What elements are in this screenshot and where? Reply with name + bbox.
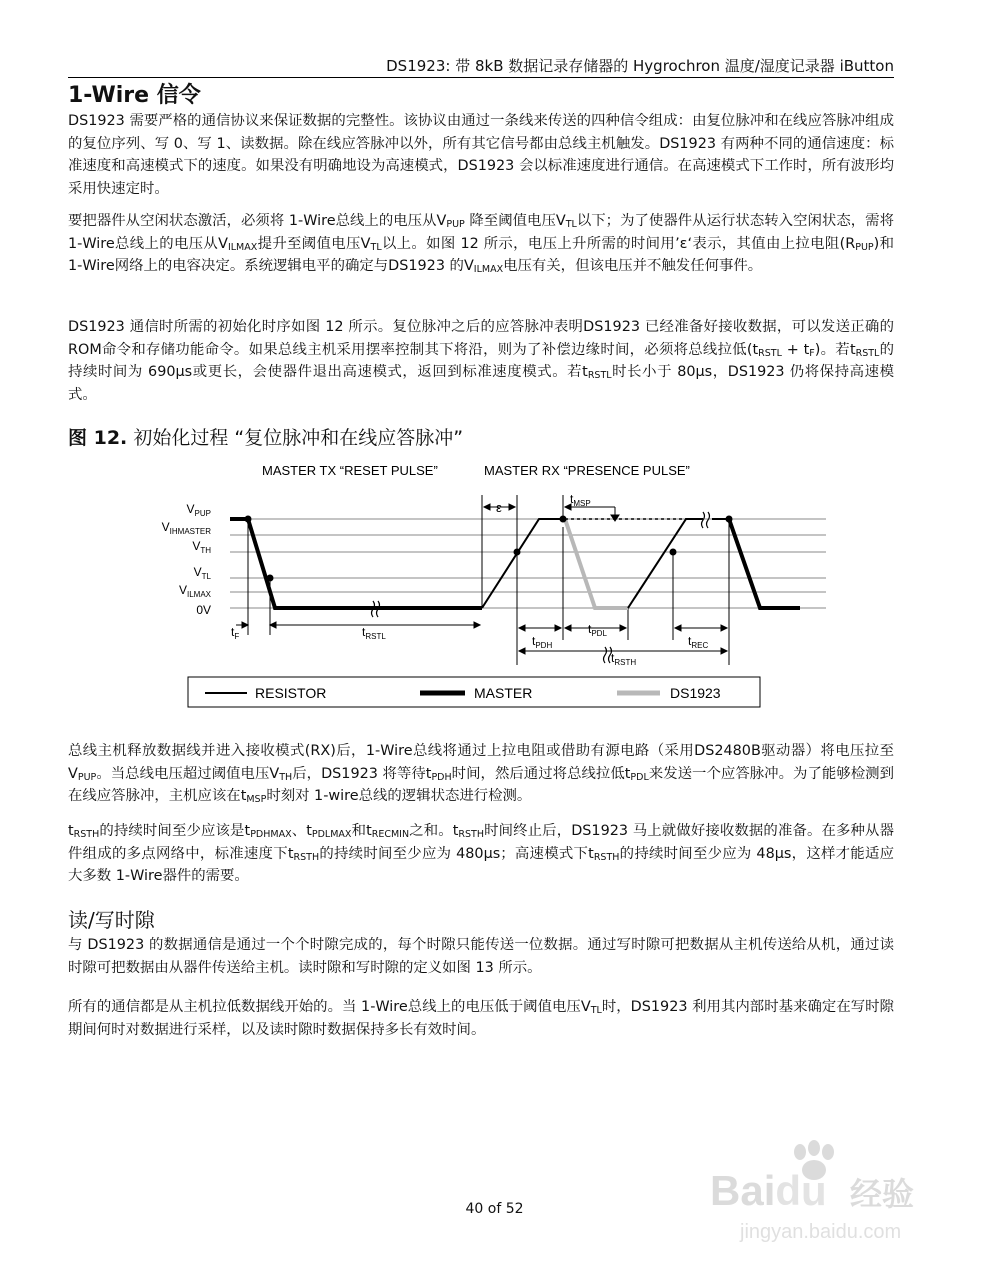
epsilon-label: ε [496,500,502,515]
trec-label: $t_{REC}$ [688,634,709,650]
label-master-rx: MASTER RX “PRESENCE PULSE” [484,463,690,478]
level-0v: 0V [196,603,211,617]
trsth-label: $t_{RSTH}$ [611,651,637,667]
baidu-watermark [690,1130,950,1250]
legend-master: MASTER [474,685,533,701]
paragraph-activation: 要把器件从空闲状态激活，必须将 1-Wire总线上的电压从$V_{PUP}$ 降至阈值电压$V_{TL}$以下；为了使器件从运行状态转入空闲状态，需将 1-Wire总线上的电压从$V_{ILMAX}$提升至阈值电压$V_{TL}$以上。如图 12 所示，电压上升所需的时间用’ε‘表示，其值由上拉电阻$(R_{PUP})$和 1-Wire网络上的电容决定。系统逻辑电平的确定与DS1923 的$V_{ILMAX}$电压有关，但该电压并不触发任何事件。 [68,213,894,275]
paragraph-init-sequence: DS1923 通信时所需的初始化时序如图 12 所示。复位脉冲之后的应答脉冲表明DS1923 已经准备好接收数据，可以发送正确的ROM命令和存储功能命令。如果总线主机采用摆率控制其下将沿，则为了补偿边缘时间，必须将总线拉低$(t_{RSTL} + t_F)$。若$t_{RSTL}$的持续时间为 690µs或更长，会使器件退出高速模式，返回到标准速度模式。若$t_{RSTL}$时长小于 80µs，DS1923 仍将保持高速模式。 [68,319,894,403]
level-vilmax: $V_{ILMAX}$ [178,583,211,599]
paragraph-presence-detect: 总线主机释放数据线并进入接收模式(RX)后，1-Wire总线将通过上拉电阻或借助有源电路（采用DS2480B驱动器）将电压拉至$V_{PUP}$。当总线电压超过阈值电压$V_{TH}$后，DS1923 将等待$t_{PDH}$时间，然后通过将总线拉低$t_{PDL}$来发送一个应答脉冲。为了能够检测到在线应答脉冲，主机应该在$t_{MSP}$时刻对 1-wire总线的逻辑状态进行检测。 [68,743,894,805]
paragraph-protocol: DS1923 需要严格的通信协议来保证数据的完整性。该协议由通过一条线来传送的四种信令组成：由复位脉冲和在线应答脉冲组成的复位序列、写 0、写 1、读数据。除在线应答脉冲以外，所有其它信号都由总线主机触发。DS1923 有两种不同的通信速度：标准速度和高速模式下的速度。如果没有明确地设为高速模式，DS1923 会以标准速度进行通信。在高速模式下工作时，所有波形均采用快速定时。 [68,113,894,197]
paragraph-trsth: $t_{RSTH}$的持续时间至少应该是$t_{PDHMAX}$、$t_{PDLMAX}$和$t_{RECMIN}$之和。$t_{RSTH}$时间终止后，DS1923 马上就做好接收数据的准备。在多种从器件组成的多点网络中，标准速度下$t_{RSTH}$的持续时间至少应为 480µs；高速模式下$t_{RSTH}$的持续时间至少应为 48µs，这样才能适应大多数 1-Wire器件的需要。 [68,823,894,884]
legend-ds1923: DS1923 [670,685,721,701]
tpdl-label: $t_{PDL}$ [588,622,607,638]
resistor-waveform-1 [482,519,565,608]
tmsp-label: $t_{MSP}$ [570,492,591,508]
timing-diagram [0,455,989,715]
label-master-tx: MASTER TX “RESET PULSE” [262,463,438,478]
paragraph-communication-start: 所有的通信都是从主机拉低数据线开始的。当 1-Wire总线上的电压低于阈值电压$V_{TL}$时，DS1923 利用其内部时基来确定在写时隙期间何时对数据进行采样，以及读时隙时数据保持多长有效时间。 [68,999,894,1038]
paragraph-time-slots: 与 DS1923 的数据通信是通过一个个时隙完成的，每个时隙只能传送一位数据。通过写时隙可把数据从主机传送给从机，通过读时隙可把数据由从器件传送给主机。读时隙和写时隙的定义如图 13 所示。 [68,937,894,976]
tf-label: $t_F$ [231,625,240,641]
figure-12-title: 图 12. 初始化过程 “复位脉冲和在线应答脉冲” [68,427,464,449]
trstl-label: $t_{RSTL}$ [362,625,386,641]
master-waveform [230,519,482,608]
level-vtl: $V_{TL}$ [193,565,211,581]
level-vpup: $V_{PUP}$ [186,502,211,518]
level-vihmaster: $V_{IHMASTER}$ [161,520,211,536]
resistor-waveform-2 [628,519,703,608]
threshold-dots [245,516,733,582]
legend-resistor: RESISTOR [255,685,327,701]
watermark-brand: Baidu [710,1167,827,1214]
level-vth: $V_{TH}$ [192,539,211,555]
watermark-cn: 经验 [850,1176,915,1212]
tpdh-label: $t_{PDH}$ [532,634,553,650]
watermark-url: jingyan.baidu.com [740,1221,902,1243]
section-title-read-write-slots: 读/写时隙 [68,908,155,932]
master-waveform-end [729,519,800,608]
section-title-1wire-signaling: 1-Wire 信令 [68,83,201,108]
level-gridlines [230,519,826,608]
page-number: 40 of 52 [465,1201,524,1217]
page-header: DS1923: 带 8kB 数据记录存储器的 Hygrochron 温度/湿度记录器 iButton [68,55,894,78]
ds1923-waveform [565,519,628,608]
